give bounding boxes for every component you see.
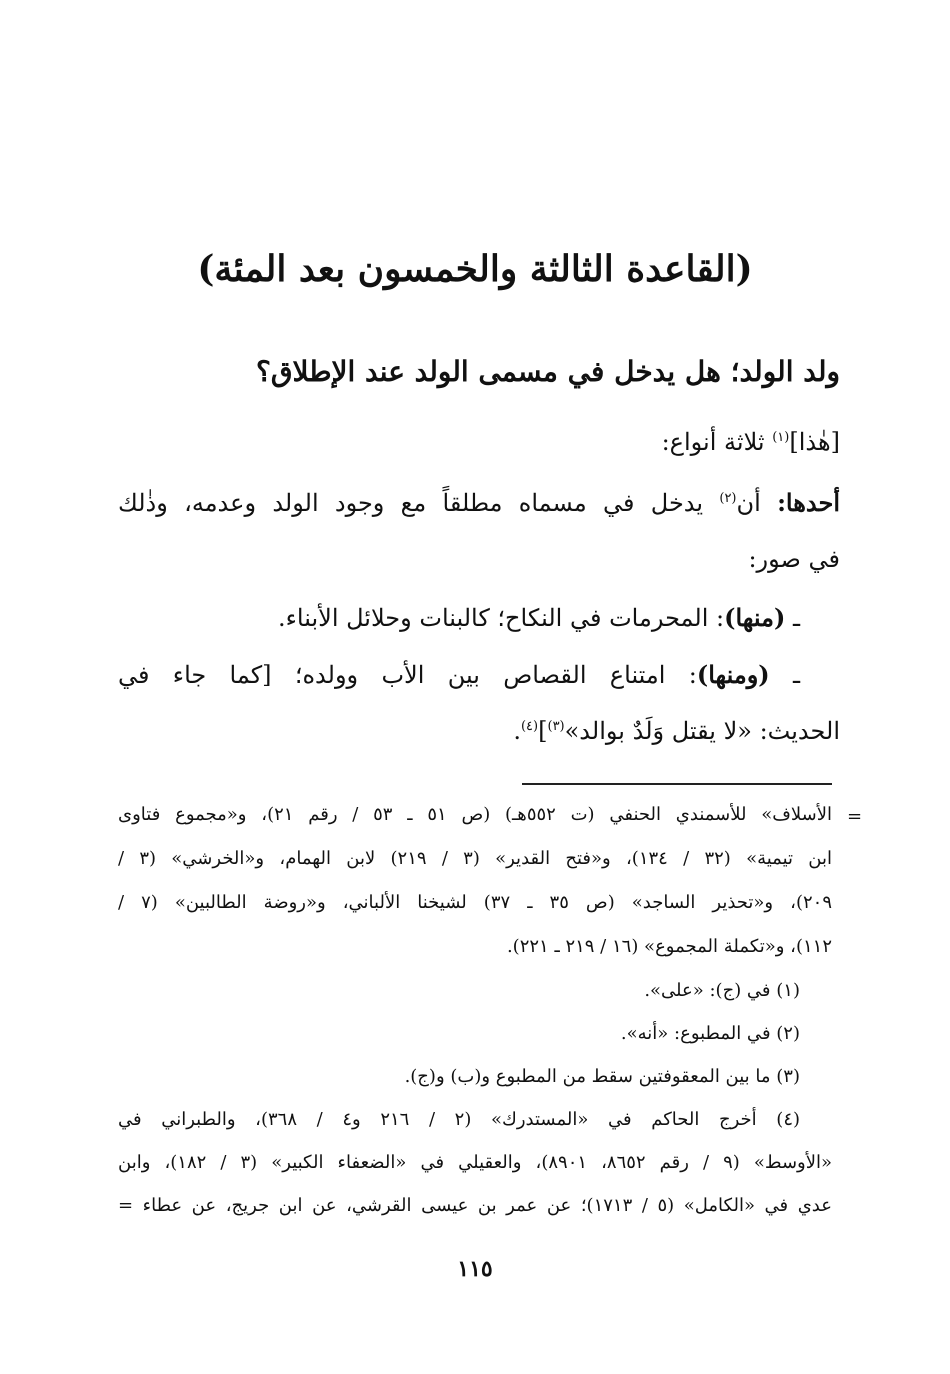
first-text-a: أن [736,489,778,517]
item2-bracket: ] [538,717,548,745]
footnote-ref-3: (٣) [547,719,565,734]
footnote-4-line: (٤) أخرج الحاكم في «المستدرك» (٢ / ٢١٦ و٤ / ٣٦٨)، والطبراني في [118,1109,801,1130]
item2-dash: ـ [769,661,800,689]
first-type-continuation: في صور: [748,545,840,573]
first-type-line [118,488,840,517]
footnote-separator [522,783,832,785]
list-item-2 [118,660,800,689]
item2-cont: الحديث: «لا يقتل وَلَدٌ بوالد» [564,717,840,745]
item2-end: . [513,717,521,745]
rule-title: (القاعدة الثالثة والخمسون بعد المئة) [197,248,753,290]
continuation-mark: = [847,806,863,827]
item2-label: (ومنها) [696,660,770,689]
footnote-continuation-line: ٢٠٩)، و«تحذير الساجد» (ص ٣٥ ـ ٣٧) لشيخنا الألباني، و«روضة الطالبين» (٧ / [118,892,833,913]
item1-dash: ـ [785,604,800,632]
footnote-continuation-line: ابن تيمية» (٣٢ / ١٣٤)، و«فتح القدير» (٣ / ٢١٩) لابن الهمام، و«الخرشي» (٣ / [118,848,832,869]
page-number: ١١٥ [457,1256,493,1282]
footnote-1: (١) في (ج): «على». [644,980,800,1001]
footnote-continuation-line: ١١٢)، و«تكملة المجموع» (١٦ / ٢١٩ ـ ٢٢١). [506,936,832,957]
item1-text: : المحرمات في النكاح؛ كالبنات وحلائل الأبناء. [277,604,725,632]
list-item-2-continuation [513,717,840,745]
footnote-3: (٣) ما بين المعقوفتين سقط من المطبوع و(ب) و(ج). [404,1066,800,1087]
footnote-ref-4: (٤) [520,719,539,734]
footnote-continuation-line: الأسلاف» للأسمندي الحنفي (ت ٥٥٢هـ) (ص ٥١ ـ ٥٣ / رقم ٢١)، و«مجموع فتاوى [118,804,833,825]
item2-text: : امتناع القصاص بين الأب وولده؛ [كما جاء في [118,661,697,689]
intro-after: ثلاثة أنواع: [661,428,773,456]
footnote-ref-1: (١) [772,430,790,445]
item1-label: (منها) [724,603,786,632]
intro-text: [هٰذا] [789,428,840,456]
first-label: أحدها: [777,488,840,517]
footnote-4-line: عدي في «الكامل» (٥ / ١٧١٣)؛ عن عمر بن عيسى القرشي، عن ابن جريج، عن عطاء = [118,1195,832,1216]
list-item-1 [278,603,800,632]
intro-line [662,428,840,456]
footnote-2: (٢) في المطبوع: «أنه». [620,1023,800,1044]
footnote-ref-2: (٢) [719,491,737,506]
first-text-b: يدخل في مسماه مطلقاً مع وجود الولد وعدمه، وذٰلك [118,489,720,517]
footnote-4-line: «الأوسط» (٩ / رقم ٨٦٥٢، ٨٩٠١)، والعقيلي في «الضعفاء الكبير» (٣ / ١٨٢)، وابن [118,1152,832,1173]
question-heading: ولد الولد؛ هل يدخل في مسمى الولد عند الإطلاق؟ [255,355,840,388]
